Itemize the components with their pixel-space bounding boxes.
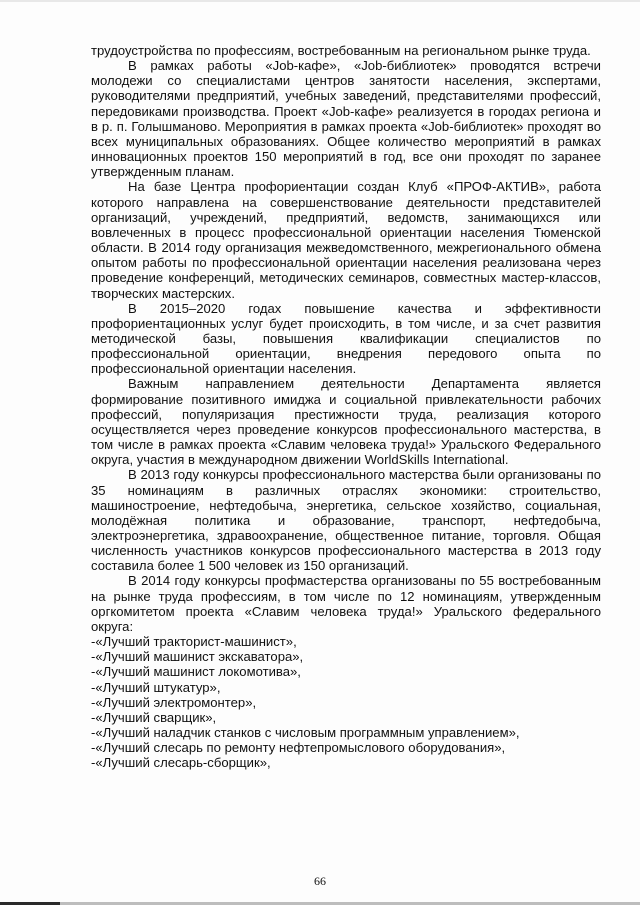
nominations-list (91, 634, 601, 770)
paragraph-2013-contests: В 2013 году конкурсы профессионального мастерства были организованы по 35 номинациям в различных отраслях экономики: строительство, машиностроение, нефтедобыча, энергетика, сельское хозяйство, социальная, молодёжная политика и образование, транспорт, нефтедобыча, электроэнергетика, здравоохранение, общественное питание, торговля. Общая численность участников конкурсов профессионального мастерства в 2013 году составила более 1 500 человек из 150 организаций. (91, 467, 601, 574)
list-item: -«Лучший сварщик», (91, 709, 217, 725)
paragraph-prof-aktiv: На базе Центра профориентации создан Клуб «ПРОФ-АКТИВ», работа которого направлена на совершенствование деятельности представителей организаций, учреждений, предприятий, ведомств, занимающихся или вовлеченных в процесс профессиональной ориентации населения Тюменской области. В 2014 году организация межведомственного, межрегионального обмена опытом работы по профессиональной ориентации населения реализована через проведение конференций, методических семинаров, совместных мастер-классов, творческих мастерских. (91, 179, 601, 301)
list-item: -«Лучший электромонтер», (91, 694, 257, 710)
page-number: 66 (314, 874, 326, 888)
list-item: -«Лучший машинист локомотива», (91, 664, 301, 680)
list-item: -«Лучший машинист экскаватора», (91, 649, 304, 665)
paragraph-2014-contests: В 2014 году конкурсы профмастерства организованы по 55 востребованным на рынке труда профессиям, в том числе по 12 номинациям, утвержденным оргкомитетом проекта «Славим человека труда!» Уральского федерального округа: (91, 573, 601, 634)
list-item: -«Лучший наладчик станков с числовым программным управлением», (91, 725, 520, 741)
list-item: -«Лучший штукатур», (91, 679, 221, 695)
list-item: -«Лучший слесарь по ремонту нефтепромыслового оборудования», (91, 740, 506, 756)
paragraph-image-of-professions: Важным направлением деятельности Департамента является формирование позитивного имиджа и социальной привлекательности рабочих профессий, популяризация престижности труда, реализация которого осуществляется через проведение конкурсов профессионального мастерства, в том числе в рамках проекта «Славим человека труда!» Уральского Федерального округа, участия в международном движении WorldSkills International. (91, 376, 601, 468)
body-text (91, 43, 601, 771)
scan-edge-top (0, 0, 640, 2)
list-item: -«Лучший слесарь-сборщик», (91, 755, 271, 771)
paragraph-2015-2020: В 2015–2020 годах повышение качества и эффективности профориентационных услуг будет происходить, в том числе, и за счет развития методической базы, повышения квалификации специалистов по профессиональной ориентации, внедрения передового опыта по профессиональной ориентации населения. (91, 300, 601, 377)
list-item: -«Лучший тракторист-машинист», (91, 634, 297, 650)
paragraph-job-cafe: В рамках работы «Job-кафе», «Job-библиотек» проводятся встречи молодежи со специалистами центров занятости населения, экспертами, руководителями предприятий, учебных заведений, представителями профессий, передовиками производства. Проект «Job-кафе» реализуется в городах региона и в р. п. Голышманово. Мероприятия в рамках проекта «Job-библиотек» проходят во всех муниципальных образованиях. Общее количество мероприятий в рамках инновационных проектов 150 мероприятий в год, все они проходят по заранее утвержденным планам. (91, 58, 601, 180)
paragraph-continuation: трудоустройства по профессиям, востребованным на региональном рынке труда. (91, 43, 591, 58)
